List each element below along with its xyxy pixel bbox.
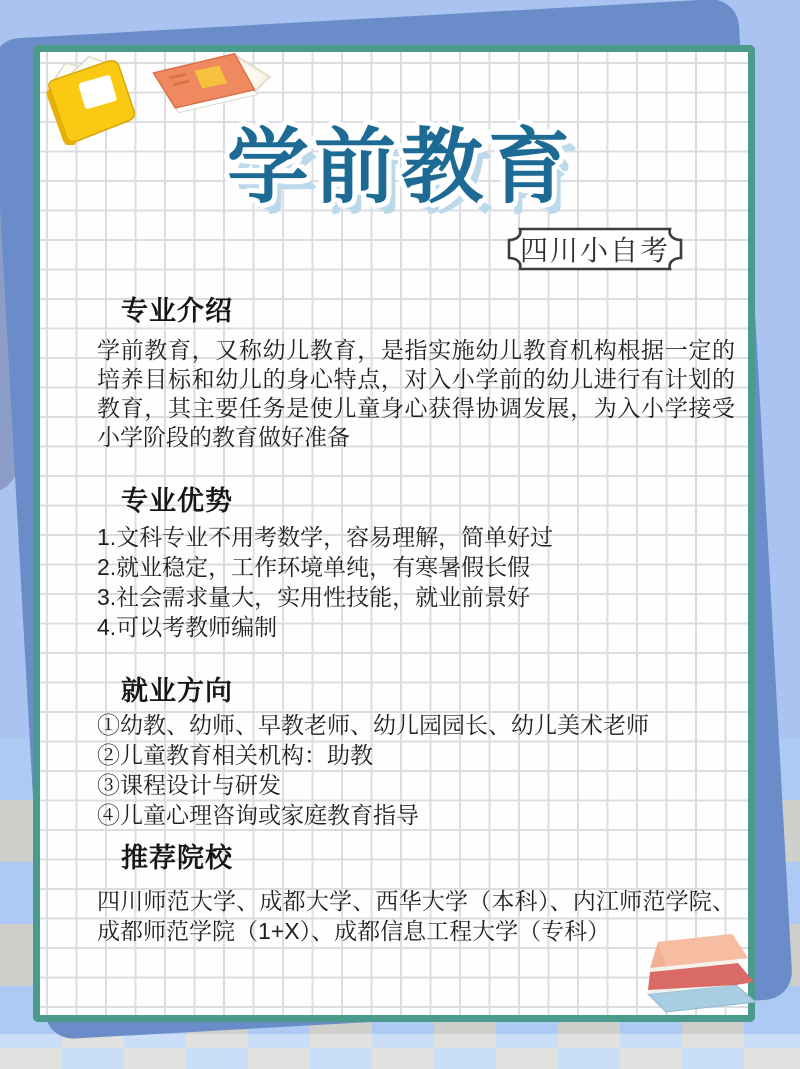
section-heading-advantages bbox=[97, 470, 257, 527]
section-heading-careers bbox=[97, 660, 257, 717]
intro-paragraph: 学前教育，又称幼儿教育，是指实施幼儿教育机构根据一定的培养目标和幼儿的身心特点，对入小学前的幼儿进行有计划的教育，其主要任务是使儿童身心获得协调发展，为入小学接受小学阶段的教育做好准备 bbox=[97, 337, 735, 450]
list-item: 1.文科专业不用考数学，容易理解，简单好过 bbox=[97, 524, 554, 550]
section-heading-schools bbox=[97, 827, 257, 884]
list-item: ④儿童心理咨询或家庭教育指导 bbox=[97, 802, 419, 828]
list-item: ③课程设计与研发 bbox=[97, 772, 281, 798]
book-stack-icon bbox=[636, 916, 768, 1023]
section-heading-label: 专业介绍 bbox=[121, 296, 233, 326]
badge bbox=[505, 226, 685, 272]
grid-paper-card bbox=[33, 45, 755, 1022]
bottom-light-band bbox=[0, 1034, 800, 1069]
notebook-icon bbox=[140, 46, 280, 123]
list-item: 4.可以考教师编制 bbox=[97, 614, 278, 640]
advantages-list bbox=[97, 522, 735, 642]
careers-list bbox=[97, 710, 735, 830]
list-item: ①幼教、幼师、早教老师、幼儿园园长、幼儿美术老师 bbox=[97, 712, 649, 738]
badge-label: 四川小自考 bbox=[519, 235, 670, 266]
section-heading-label: 推荐院校 bbox=[121, 843, 233, 873]
section-heading-label: 专业优势 bbox=[121, 486, 233, 516]
open-book-icon bbox=[36, 50, 144, 150]
section-heading-label: 就业方向 bbox=[121, 676, 233, 706]
section-heading-intro bbox=[97, 280, 257, 337]
list-item: 2.就业稳定，工作环境单纯，有寒暑假长假 bbox=[97, 554, 531, 580]
list-item: ②儿童教育相关机构：助教 bbox=[97, 742, 373, 768]
list-item: 3.社会需求量大，实用性技能，就业前景好 bbox=[97, 584, 531, 610]
schools-paragraph: 四川师范大学、成都大学、西华大学（本科）、内江师范学院、成都师范学院（1+X）、成都信息工程大学（专科） bbox=[97, 888, 735, 944]
page-title: 学前教育 bbox=[226, 122, 575, 213]
